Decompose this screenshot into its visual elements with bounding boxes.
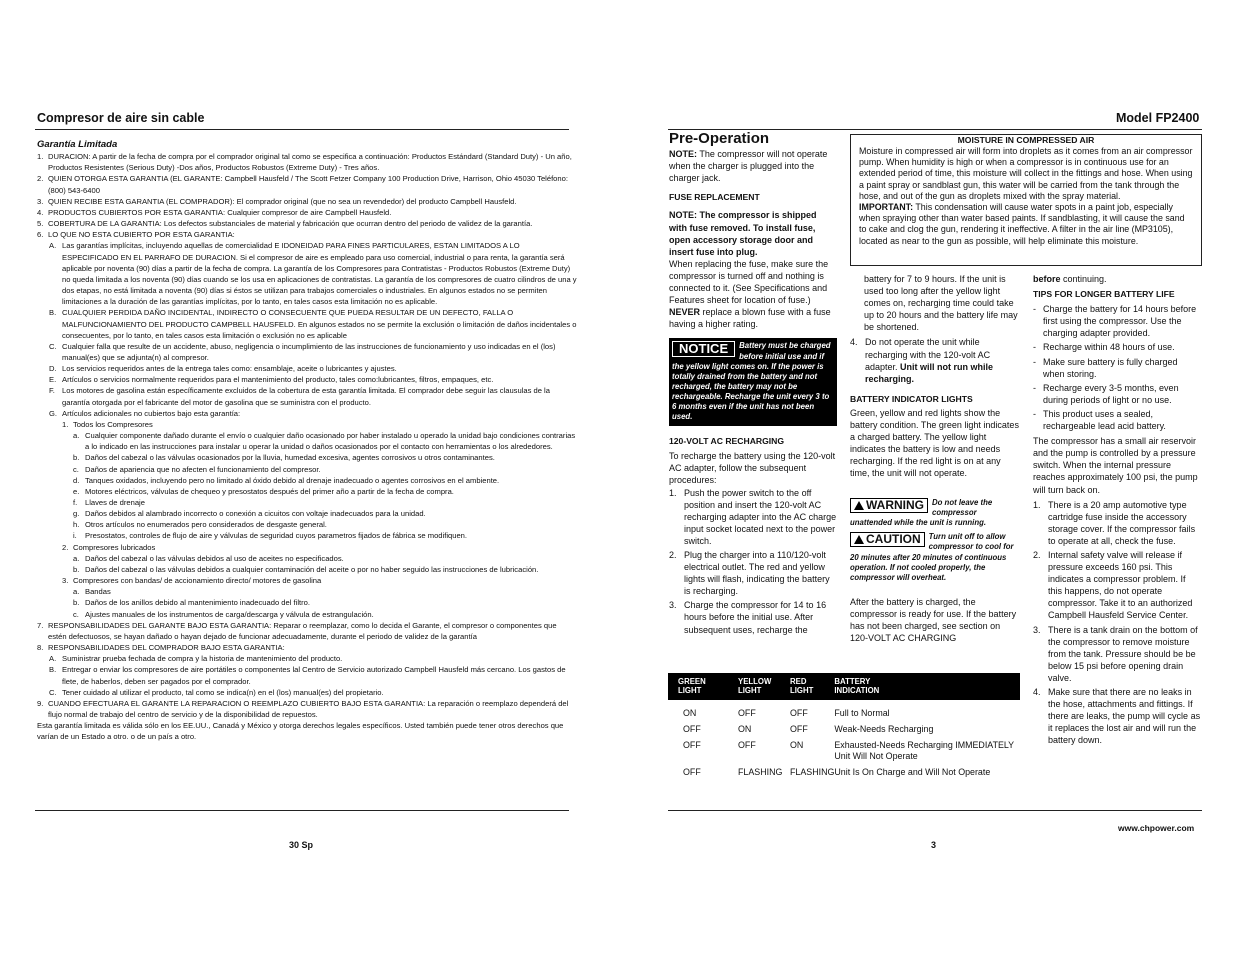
table-header-cell: BATTERY INDICATION xyxy=(834,673,1020,700)
warranty-item xyxy=(37,374,577,385)
warranty-item-text: Todos los Compresores xyxy=(73,419,153,429)
recharge-step xyxy=(669,549,837,597)
tip-item xyxy=(1033,408,1201,432)
warranty-item-text: Artículos o servicios normalmente requeridos para el mantenimiento del producto, tales como:lubricantes, filtros, empaques, etc. xyxy=(62,375,494,385)
warranty-item xyxy=(37,653,577,664)
warranty-item-label: 4. xyxy=(37,207,44,217)
warranty-item-text: Daños del cabezal o las válvulas debidos a cualquier contaminación del aceite o por no haber seguido las instrucciones de lubricación. xyxy=(85,564,539,574)
warranty-item-text: Bandas xyxy=(85,587,111,597)
warranty-item xyxy=(37,240,577,307)
table-cell: ON xyxy=(790,739,804,750)
warranty-item-label: B. xyxy=(49,665,57,675)
table-cell: OFF xyxy=(683,724,701,734)
warranty-item-text: Daños de apariencia que no afecten el funcionamiento del compresor. xyxy=(85,464,321,474)
warranty-item-label: c. xyxy=(73,464,79,474)
step4-bold: Unit will not run while recharging. xyxy=(865,361,994,384)
warranty-item xyxy=(37,207,577,218)
warranty-item-text: Compresores con bandas/ de accionamiento directo/ motores de gasolina xyxy=(73,576,322,586)
fuse-text: When replacing the fuse, make sure the compressor is turned off and nothing is connected to it. (See Specifications and Features sheet for location of fuse.) xyxy=(669,258,829,306)
battery-column xyxy=(850,273,1020,645)
step4-text: Do not operate the unit while recharging with the 120-volt AC adapter. xyxy=(865,337,991,372)
never-text: replace a blown fuse with a fuse having a higher rating. xyxy=(669,307,831,330)
moisture-important xyxy=(859,202,1193,247)
table-cell: FLASHING xyxy=(790,766,835,777)
table-header-cell: GREEN LIGHT xyxy=(668,673,738,700)
right-page-number: 3 xyxy=(931,840,937,850)
warranty-item xyxy=(37,408,577,419)
warranty-item-label: 1. xyxy=(37,152,44,162)
tip-text: Recharge every 3-5 months, even during periods of light or no use. xyxy=(1043,382,1179,405)
recharge-step-label: 3. xyxy=(669,600,677,611)
numbered-tip-text: Internal safety valve will release if pressure exceeds 160 psi. This indicates a compressor problem. If this happens, do not operate compressor. Take it to an authorized Campbell Hausfeld Service Center. xyxy=(1048,549,1193,621)
indicator-heading: BATTERY INDICATOR LIGHTS xyxy=(850,393,973,404)
warranty-item-label: 3. xyxy=(37,196,44,206)
warranty-item xyxy=(37,173,577,195)
tip-item xyxy=(1033,341,1201,353)
caution-text: Turn unit off to allow compressor to cool for 20 minutes after 20 minutes of continuous operation. If not cooled properly, the compressor will overheat. xyxy=(850,532,1014,582)
indicator-table-header xyxy=(668,673,1020,700)
numbered-tips xyxy=(1033,499,1201,747)
numbered-tip-label: 4. xyxy=(1033,687,1041,697)
recharge-steps xyxy=(669,487,837,636)
warranty-title: Garantía Limitada xyxy=(37,139,118,150)
warranty-item xyxy=(37,196,577,207)
warranty-item-text: Ajustes manuales de los instrumentos de carga/descarga y válvula de estrangulación. xyxy=(85,609,374,619)
moisture-box xyxy=(850,134,1202,266)
right-footer-rule xyxy=(668,810,1202,811)
recharge-step xyxy=(669,487,837,547)
warranty-item-text: Las garantías implícitas, incluyendo aquellas de comercialidad E IDONEIDAD PARA FINES PARTICULARES, ESTAN LIMITADOS A LO ESPECIFICADO EN EL PARRAFO DE DURACION. Si el compresor de aire es empleado para uso comercial, industrial o para renta, la garantía será aplicable por noventa (90) días a partir de la fecha de compra. La garantía de los Compresores para Contratistas - Productos Robustos (Extreme Duty) no queda limitada a los noventa (90) días cuando se los usa en aplicaciones de contratistas. La garantía de los compresores de cuatro cilindros de una y dos etapas, no está limitada a noventa (90) días si éstos se utilizan para trabajos comerciales o industriales. En algunos estados no se permiten limitaciones a la duración de las garantías implícitas, por lo tanto, en tales casos esta limitación no es aplicable. xyxy=(62,241,577,307)
notice-box xyxy=(669,338,837,426)
caution-badge xyxy=(850,532,925,547)
reservoir-text: The compressor has a small air reservoir and the pump is controlled by a pressure switch. When the internal pressure reaches approximately 100 psi, the pump will turn back on. xyxy=(1033,436,1198,495)
warranty-item-text: Daños debidos al alambrado incorrecto o conexión a cicuitos con voltaje inadecuados para la unidad. xyxy=(85,509,426,519)
warranty-item xyxy=(37,497,577,508)
warranty-item xyxy=(37,508,577,519)
warning-badge xyxy=(850,498,928,513)
warranty-item-label: E. xyxy=(49,375,57,385)
warranty-item-text: Esta garantía limitada es válida sólo en los EE.UU., Canadá y México y otorga derechos legales específicos. Usted también puede tener otros derechos que varían de un Estado a otro. o de un país a otro. xyxy=(37,721,564,742)
warranty-item xyxy=(37,229,577,240)
warranty-item-text: Cualquier componente dañado durante el envío o cualquier daño ocasionado por haber instalado u operado la unidad bajo condiciones contrarias a lo indicado en las instrucciones para instalar u operar la unidad o daños ocasionados por el contacto con herramientas o los alrededores. xyxy=(85,431,576,452)
left-header-rule xyxy=(35,129,569,130)
warranty-item xyxy=(37,530,577,541)
warranty-item-label: 9. xyxy=(37,698,44,708)
warranty-item-text: RESPONSABILIDADES DEL COMPRADOR BAJO ESTA GARANTIA: xyxy=(48,643,285,653)
numbered-tip-text: There is a 20 amp automotive type cartridge fuse inside the accessory storage cover. If the compressor fails to operate at all, check the fuse. xyxy=(1048,499,1196,546)
warning-text: Do not leave the compressor unattended while the unit is running. xyxy=(850,497,993,527)
warranty-item-label: b. xyxy=(73,453,80,463)
warranty-item-label: a. xyxy=(73,587,80,597)
warranty-item-text: PRODUCTOS CUBIERTOS POR ESTA GARANTIA: Cualquier compresor de aire Campbell Hausfeld. xyxy=(48,207,392,217)
warranty-item xyxy=(37,609,577,620)
table-row xyxy=(668,736,1020,763)
caution-badge-label: CAUTION xyxy=(866,532,921,547)
dash-bullet-icon: - xyxy=(1033,342,1036,353)
dash-bullet-icon: - xyxy=(1033,356,1036,367)
warning-triangle-icon xyxy=(854,501,864,510)
warranty-item-label: c. xyxy=(73,609,79,619)
warranty-item-text: COBERTURA DE LA GARANTIA: Los defectos substanciales de material y fabricación que ocurran dentro del periodo de validez de la garantía. xyxy=(48,219,533,229)
numbered-tip-label: 1. xyxy=(1033,499,1041,510)
tips-column xyxy=(1033,273,1201,748)
numbered-tip-text: Make sure that there are no leaks in the hose, attachments and fittings. If there are leaks, the pump will cycle as it replaces the lost air and will run the battery down. xyxy=(1048,687,1201,746)
note-paragraph xyxy=(669,148,837,184)
recharge-step-text: Charge the compressor for 14 to 16 hours before the initial use. After subsequent uses, recharge the xyxy=(684,600,827,635)
numbered-tip xyxy=(1033,499,1201,547)
warranty-item-label: A. xyxy=(49,241,57,251)
section-title: Pre-Operation xyxy=(669,130,770,147)
notice-text: Battery must be charged before initial use and if the yellow light comes on. If the power is totally drained from the battery and not recharged, the battery may not be rechargeable. Recharge the unit every 3 to 6 months even if the unit has not been used. xyxy=(672,341,831,422)
warning-block xyxy=(850,498,1020,529)
warranty-item-text: RESPONSABILIDADES DEL GARANTE BAJO ESTA GARANTIA: Reparar o reemplazar, como lo decida el Garante, el compresor o componentes que estén defectuosos, se hayan dañado o hayan dejado de funcionar adecuadamente, durante el periodo de validez de la garantía xyxy=(48,620,557,641)
recharge-step-text: Push the power switch to the off position and insert the 120-volt AC recharging adapter into the AC charge input socket located next to the power switch. xyxy=(684,487,837,546)
moisture-text: Moisture in compressed air will form into droplets as it comes from an air compressor pump. When humidity is high or when a compressor is in continuous use for an extended period of time, this moisture will collect in the fittings and hose. When using a paint spray or sandblast gun, this water will be carried from the tank through the hose, and out of the gun as droplets mixed with the spray material. xyxy=(859,146,1193,201)
tip-item xyxy=(1033,356,1201,380)
warranty-item xyxy=(37,564,577,575)
left-page-header: Compresor de aire sin cable xyxy=(37,111,205,125)
warranty-item-label: a. xyxy=(73,553,80,563)
warranty-item xyxy=(37,452,577,463)
tip-item xyxy=(1033,303,1201,339)
warranty-list xyxy=(37,151,577,742)
numbered-tip xyxy=(1033,549,1201,622)
warranty-item-text: Compresores lubricados xyxy=(73,542,156,552)
numbered-tip-label: 3. xyxy=(1033,624,1041,635)
table-cell: Weak-Needs Recharging xyxy=(834,724,934,734)
recharge-step-label: 2. xyxy=(669,550,677,560)
indicator-table-body xyxy=(668,700,1020,778)
warranty-item xyxy=(37,419,577,430)
before-paragraph xyxy=(1033,273,1201,285)
step4-label: 4. xyxy=(850,337,858,348)
warranty-item-label: C. xyxy=(49,341,57,351)
warranty-item-label: 2. xyxy=(62,542,69,552)
warranty-item-label: C. xyxy=(49,687,57,697)
numbered-tip xyxy=(1033,686,1201,746)
tip-text: This product uses a sealed, rechargeable lead acid battery. xyxy=(1043,408,1166,432)
warranty-item-text: LO QUE NO ESTA CUBIERTO POR ESTA GARANTIA: xyxy=(48,230,235,240)
warranty-item xyxy=(37,586,577,597)
warranty-item-label: B. xyxy=(49,308,57,318)
warranty-item xyxy=(37,486,577,497)
table-row xyxy=(668,763,1020,779)
table-cell: ON xyxy=(738,724,752,734)
table-cell: OFF xyxy=(738,708,756,719)
warranty-item-text: Otros artículos no enumerados pero considerados de desgaste general. xyxy=(85,520,327,530)
tip-text: Charge the battery for 14 hours before first using the compressor. Use the charging adapter provided. xyxy=(1043,304,1197,339)
fuse-paragraph xyxy=(669,258,837,331)
warning-badge-label: WARNING xyxy=(866,497,924,512)
table-cell: Unit Is On Charge and Will Not Operate xyxy=(834,766,991,777)
warranty-item xyxy=(37,307,577,340)
recharging-heading: 120-VOLT AC RECHARGING xyxy=(669,436,785,447)
warranty-item-text: Entregar o enviar los compresores de aire portátiles o componentes lal Centro de Servicio autorizado Campbell Hausfeld más cercano. Los gastos de flete, de haberlos, deben ser pagados por el comprador. xyxy=(62,665,566,686)
right-page-header: Model FP2400 xyxy=(1116,111,1200,125)
warranty-item xyxy=(37,519,577,530)
warranty-item-text: CUANDO EFECTUARA EL GARANTE LA REPARACION O REEMPLAZO CUBIERTO BAJO ESTA GARANTIA: La reparación o reemplazo dependerá del flujo normal de trabajo del centro de servicio y de la disponibilidad de repuestos. xyxy=(48,698,569,719)
recharging-intro: To recharge the battery using the 120-volt AC adapter, follow the subsequent procedures: xyxy=(669,451,836,486)
dash-bullet-icon: - xyxy=(1033,382,1036,393)
warranty-section xyxy=(37,139,577,742)
before-label: before xyxy=(1033,274,1061,284)
numbered-tip-text: There is a tank drain on the bottom of the compressor to remove moisture from the tank. Pressure should be be below 15 psi before opening drain valve. xyxy=(1048,624,1198,683)
warranty-item xyxy=(37,597,577,608)
warranty-item xyxy=(37,620,577,642)
note-label: NOTE: xyxy=(669,149,697,160)
warranty-item xyxy=(37,575,577,586)
warranty-item-label: A. xyxy=(49,654,57,664)
warranty-item xyxy=(37,475,577,486)
notice-badge: NOTICE xyxy=(672,341,735,357)
warranty-item xyxy=(37,341,577,363)
important-label: IMPORTANT: xyxy=(859,202,914,213)
warranty-item xyxy=(37,698,577,720)
fuse-note: NOTE: The compressor is shipped with fuse removed. To install fuse, open accessory storage door and insert fuse into plug. xyxy=(669,210,817,257)
warranty-item-text: Los servicios requeridos antes de la entrega tales como: ensamblaje, aceite o lubricantes y ajustes. xyxy=(62,364,397,374)
warranty-item-text: Daños del cabezal o las válvulas ocasionados por la lluvia, humedad excesiva, agentes corrosivos u otros contaminantes. xyxy=(85,453,495,463)
recharge-step-label: 1. xyxy=(669,487,677,498)
warranty-item-label: F. xyxy=(49,386,55,396)
table-row xyxy=(668,720,1020,736)
warranty-item-text: Llaves de drenaje xyxy=(85,498,145,507)
tips-list xyxy=(1033,303,1201,432)
warranty-item-text: Los motores de gasolina están específicamente excluidos de la cobertura de esta garantía limitada. El comprador debe seguir las clausulas de la garantía otorgada por el fabricante del motor de gasolina que se suministra con el producto. xyxy=(62,386,550,407)
moisture-title: MOISTURE IN COMPRESSED AIR xyxy=(957,135,1095,145)
warranty-item-text: DURACION: A partir de la fecha de compra por el comprador original tal como se especifica a continuación: Productos Estándard (Standard Duty) - Un año, Productos Resistentes (Serious Duty) -Dos años, Productos Robustos (Extreme Duty) - Tres años. xyxy=(48,152,572,173)
table-row xyxy=(668,700,1020,720)
caution-triangle-icon xyxy=(854,535,864,544)
table-cell: Full to Normal xyxy=(834,708,890,719)
table-cell: ON xyxy=(683,708,697,719)
warranty-item xyxy=(37,151,577,173)
website-text: www.chpower.com xyxy=(1118,823,1195,833)
tips-heading: TIPS FOR LONGER BATTERY LIFE xyxy=(1033,289,1175,300)
table-cell: OFF xyxy=(683,739,701,750)
never-label: NEVER xyxy=(669,307,701,318)
dash-bullet-icon: - xyxy=(1033,304,1036,315)
warranty-item-label: f. xyxy=(73,498,78,507)
warranty-item xyxy=(37,430,577,452)
tip-text: Recharge within 48 hours of use. xyxy=(1043,342,1175,353)
tip-text: Make sure battery is fully charged when storing. xyxy=(1043,356,1178,379)
warranty-item xyxy=(37,385,577,407)
warranty-item-label: h. xyxy=(73,520,80,530)
table-header-cell: RED LIGHT xyxy=(790,673,834,700)
warranty-item xyxy=(37,218,577,229)
numbered-tip-label: 2. xyxy=(1033,549,1041,560)
warranty-item-text: Presostatos, controles de flujo de aire y válvulas de seguridad cuyos parametros fijados de fábrica se modifiquen. xyxy=(85,531,468,541)
recharge-step-text: Plug the charger into a 110/120-volt electrical outlet. The red and yellow lights will flash, indicating the battery is recharging. xyxy=(684,550,830,597)
warranty-item-text: Daños de los anillos debido al mantenimiento inadecuado del filtro. xyxy=(85,598,311,608)
warranty-item xyxy=(37,664,577,686)
important-text: This condensation will cause water spots in a paint job, especially when spraying other than water based paints. If sandblasting, it will cause the sand to cake and clog the gun, rendering it ineffective. A filter in the air line (MP3105), located as near to the gun as possible, will help eliminate this moisture. xyxy=(859,202,1185,246)
caution-block xyxy=(850,532,1020,583)
before-text: continuing. xyxy=(1060,274,1107,284)
warranty-item-label: d. xyxy=(73,475,80,485)
warranty-item-text: Tanques oxidados, incluyendo pero no limitado al óxido debido al drenaje inadecuado o agentes corrosivos en el ambiente. xyxy=(85,475,500,485)
warranty-closing-text xyxy=(37,720,577,742)
warranty-item-label: 2. xyxy=(37,174,44,184)
tip-item xyxy=(1033,382,1201,406)
table-cell: OFF xyxy=(790,708,808,719)
indicator-table xyxy=(668,673,1020,778)
warranty-item xyxy=(37,642,577,653)
warranty-item-label: e. xyxy=(73,486,80,496)
warranty-item-text: QUIEN OTORGA ESTA GARANTIA (EL GARANTE: Campbell Hausfeld / The Scott Fetzer Company 100 Production Drive, Harrison, Ohio 45030 Teléfono: (800) 543-6400 xyxy=(48,174,568,195)
warranty-item-label: G. xyxy=(49,408,58,418)
warranty-item-label: 5. xyxy=(37,219,44,229)
warranty-item-text: Suministrar prueba fechada de compra y la historia de mantenimiento del producto. xyxy=(62,654,343,664)
warranty-item xyxy=(37,363,577,374)
table-header-cell: YELLOW LIGHT xyxy=(738,673,790,700)
warranty-item-label: 3. xyxy=(62,576,69,586)
warranty-item-text: Daños del cabezal o las válvulas debidos al uso de aceites no especificados. xyxy=(85,553,344,563)
table-cell: Exhausted-Needs Recharging IMMEDIATELY Unit Will Not Operate xyxy=(834,739,1014,762)
indicator-text: Green, yellow and red lights show the battery condition. The green light indicates a charged battery. The yellow light indicates the battery is low and needs recharging. If the red light is on at any time, the unit will not operate. xyxy=(850,407,1019,479)
table-cell: OFF xyxy=(738,739,756,750)
warranty-item-text: Artículos adicionales no cubiertos bajo esta garantía: xyxy=(62,408,241,418)
warranty-item xyxy=(37,553,577,564)
warranty-item xyxy=(37,464,577,475)
warranty-item-label: 1. xyxy=(62,419,69,429)
recharge-step-4 xyxy=(850,336,1020,384)
warranty-item-label: b. xyxy=(73,598,80,608)
warranty-item-label: a. xyxy=(73,431,80,441)
warranty-item-label: D. xyxy=(49,364,57,374)
warranty-item-label: b. xyxy=(73,564,80,574)
pre-operation-column xyxy=(669,130,837,638)
warranty-item xyxy=(37,542,577,553)
warranty-item-label: g. xyxy=(73,509,80,519)
table-cell: OFF xyxy=(683,766,701,777)
after-charge-text: After the battery is charged, the compressor is ready for use. If the battery has not been charged, see section on 120-VOLT AC CHARGING xyxy=(850,597,1017,644)
left-footer-rule xyxy=(35,810,569,811)
warranty-item-label: 7. xyxy=(37,620,44,630)
warranty-item-text: QUIEN RECIBE ESTA GARANTIA (EL COMPRADOR): El comprador original (que no sea un revendedor) del producto Campbell Hausfeld. xyxy=(48,196,517,206)
fuse-heading: FUSE REPLACEMENT xyxy=(669,192,760,203)
warranty-item xyxy=(37,687,577,698)
warranty-item-text: CUALQUIER PERDIDA DAÑO INCIDENTAL, INDIRECTO O CONSECUENTE QUE PUEDA RESULTAR DE UN DEFECTO, FALLA O MALFUNCIONAMIENTO DEL PRODUCTO CAMPBELL HAUSFELD. En algunos estados no se permite la exclusión o limitación de daños incidentales o consecuentes, por lo tanto, en tales casos esta limitación o exclusión no es aplicable xyxy=(62,308,577,340)
table-cell: FLASHING xyxy=(738,766,783,777)
dash-bullet-icon: - xyxy=(1033,408,1036,419)
recharge-step xyxy=(669,599,837,635)
warranty-item-text: Cualquier falla que resulte de un accidente, abuso, negligencia o incumplimiento de las instrucciones de funcionamiento y uso indicadas en el (los) manual(es) que se adjunta(n) al compresor. xyxy=(62,341,556,362)
numbered-tip xyxy=(1033,624,1201,684)
warranty-item-label: 6. xyxy=(37,230,44,240)
warranty-item-label: 8. xyxy=(37,643,44,653)
warranty-item-text: Motores eléctricos, válvulas de chequeo y presostatos después del primer año a partir de la fecha de compra. xyxy=(85,486,454,496)
warranty-item-text: Tener cuidado al utilizar el producto, tal como se indica(n) en el (los) manual(es) del propietario. xyxy=(62,687,384,697)
note-text: The compressor will not operate when the charger is plugged into the charger jack. xyxy=(669,149,828,184)
table-cell: OFF xyxy=(790,724,808,734)
step3-continued: battery for 7 to 9 hours. If the unit is used too long after the yellow light comes on, recharging time could take up to 20 hours and the battery life may be shortened. xyxy=(864,274,1018,333)
left-page-number: 30 Sp xyxy=(289,840,314,850)
warranty-item-label: i. xyxy=(73,531,77,541)
